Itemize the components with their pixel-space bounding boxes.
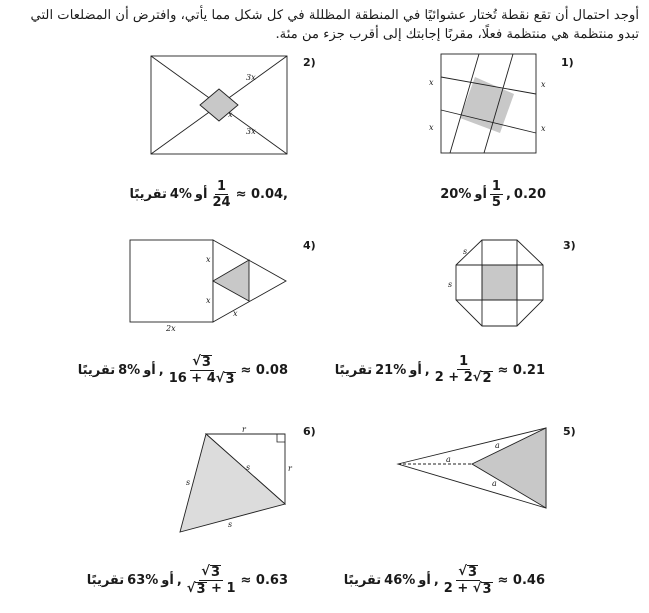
answer-approx: ≈ 0.46 (497, 573, 545, 588)
label-x: x (541, 124, 546, 133)
answer-separator: , (176, 573, 182, 588)
label-a: a (495, 441, 500, 450)
problem-4-answer (78, 355, 288, 386)
problem-6-number: 6) (303, 425, 316, 438)
answer-approx: ≈ 0.63 (240, 573, 288, 588)
problem-2-answer (129, 180, 288, 209)
answer-word: تقريبًا (334, 362, 373, 378)
problem-5-figure (394, 424, 552, 516)
answer-fraction: √ 3 √ 3 + 1 (186, 564, 236, 597)
problem-5-number: 5) (563, 425, 576, 438)
label-3x: 3x (246, 73, 256, 82)
answer-word: تقريبًا (129, 187, 167, 202)
problem-1-figure (429, 52, 548, 157)
problem-3-figure (442, 236, 558, 336)
problem-5-answer (344, 565, 545, 596)
label-x: x (228, 110, 233, 119)
problem-2-figure (150, 55, 290, 157)
answer-or: أو (194, 187, 208, 202)
instructions: أوجد احتمال أن تقع نقطة تُختار عشوائيًا في المنطقة المظللة في كل شكل مما يأتي، وافترض أن المضلعات التي تبدو منتظمة هي منتظمة فعلًا، مقربًا إجابتك إلى أقرب جزء من مئة. (30, 8, 639, 42)
label-s: s (246, 463, 251, 472)
answer-fraction: √ 3 2 + √ 3 (443, 564, 492, 597)
problem-3-number: 3) (563, 239, 576, 252)
label-a: a (446, 455, 451, 464)
answer-approx: ≈ 0.04, (235, 187, 288, 202)
answer-percent: 20% (440, 187, 472, 202)
label-s: s (448, 280, 453, 289)
answer-or: أو (474, 187, 487, 202)
label-x: x (206, 255, 211, 264)
answer-percent: 4% (169, 187, 192, 202)
label-x: x (429, 123, 434, 132)
label-x: x (429, 78, 434, 87)
problem-1-number: 1) (561, 56, 574, 69)
problem-6-figure (176, 424, 296, 536)
label-s: s (186, 478, 191, 487)
label-x: x (541, 80, 546, 89)
problem-4-number: 4) (303, 239, 316, 252)
square-outline (130, 240, 213, 322)
label-x: x (206, 296, 211, 305)
answer-fraction: $\frac{1}{5}$ (491, 179, 501, 210)
problem-4-figure (126, 236, 291, 336)
answer-separator: , (424, 362, 430, 378)
answer-approx: ≈ 0.08 (240, 363, 288, 378)
label-2x: 2x (166, 324, 176, 333)
problem-1-answer (440, 180, 546, 209)
answer-fraction: 1 2 + 2 √ 2 (434, 354, 492, 386)
shaded-square (482, 265, 517, 300)
answer-or: أو (161, 573, 174, 588)
answer-approx: 0.20 (513, 187, 546, 202)
answer-percent: 8% (118, 363, 141, 378)
answer-or: أو (418, 573, 431, 588)
answer-percent: 63% (127, 573, 159, 588)
label-x: x (233, 309, 238, 318)
label-a: a (492, 479, 497, 488)
problem-6-answer (87, 565, 288, 596)
answer-or: أو (409, 362, 422, 378)
label-3x: 3x (246, 127, 256, 136)
answer-fraction: √ 3 16 + 4 √ 3 (168, 354, 235, 387)
label-s: s (228, 520, 233, 529)
label-r: r (288, 464, 292, 473)
answer-separator: , (505, 187, 511, 202)
problem-3-answer (335, 355, 545, 385)
answer-approx: ≈ 0.21 (497, 362, 545, 378)
answer-or: أو (143, 363, 156, 378)
answer-separator: , (158, 363, 164, 378)
answer-word: تقريبًا (86, 573, 125, 588)
answer-fraction: $\frac{1}{24}$ (212, 179, 231, 210)
answer-word: تقريبًا (77, 363, 116, 378)
answer-separator: , (433, 573, 439, 588)
answer-word: تقريبًا (343, 573, 382, 588)
label-r: r (242, 425, 246, 434)
label-s: s (463, 247, 468, 256)
answer-percent: 46% (384, 573, 416, 588)
problem-2-number: 2) (303, 56, 316, 69)
answer-percent: 21% (375, 362, 407, 378)
